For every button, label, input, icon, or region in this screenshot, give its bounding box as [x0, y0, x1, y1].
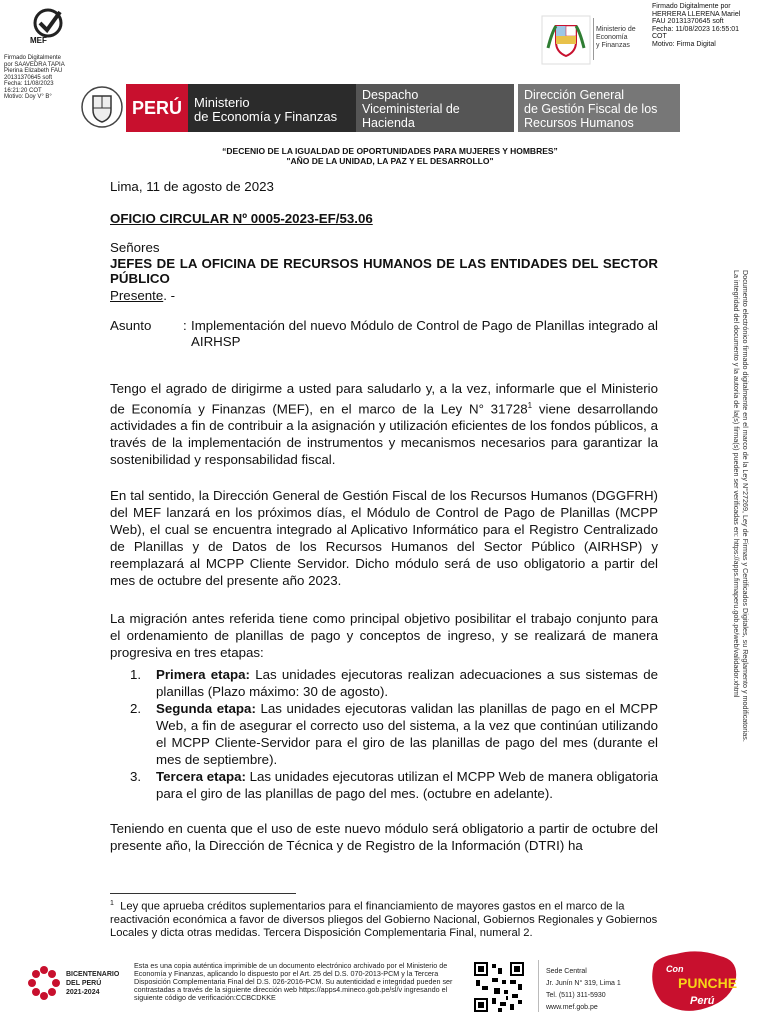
list-item: 2. Segunda etapa: Las unidades ejecutoras validan las planillas de pago en el MCPP Web, a fin de asegurar el correcto uso del sistema, a la vez que continúan utilizando el MCPP Cliente-Servidor para el giro de las planillas de pago del mes (durante el mes de septiembre). [130, 701, 658, 767]
presente-line: Presente. - [110, 288, 176, 303]
subject-label: Asunto [110, 318, 152, 333]
paragraph-4: Teniendo en cuenta que el uso de este nuevo módulo será obligatorio a partir de octubre del presente año, la Dirección de Técnica y de Registro de la Información (DTRI) ha [110, 821, 658, 853]
list-item: 3. Tercera etapa: Las unidades ejecutoras utilizan el MCPP Web de manera obligatoria para el giro de las planillas de pago del mes. (octubre en adelante). [130, 769, 658, 801]
salutation: Señores [110, 240, 160, 255]
vice-ministry-label: Despacho Viceministerial de Hacienda [356, 84, 514, 132]
subject-colon: : [183, 318, 187, 333]
bicentenario-logo [18, 958, 138, 1014]
campaign-con: Con [666, 964, 684, 974]
campaign-punche: PUNCHE [678, 975, 738, 991]
paragraph-3: La migración antes referida tiene como principal objetivo posibilitar el trabajo conjunto para el ordenamiento de planillas de pago y conceptos de ingreso, y se realizará de manera progresiva en tres etapas: [110, 611, 658, 660]
authenticity-note: Esta es una copia auténtica imprimible de un documento electrónico archivado por el Ministerio de Economía y Finanzas, aplicando lo dispuesto por el Art. 25 del D.S. 070-2013-PCM y la Tercera Disposición Complementaria Final del D.S. 026-2016-PCM. Su autenticidad e integridad pueden ser contrastadas a través de la siguiente dirección web https://apps4.mineco.gob.pe/sl/v ingresando el siguiente código de verificación:CCBCDKKE [134, 961, 453, 1002]
footnote-divider [110, 893, 296, 894]
recipient: JEFES DE LA OFICINA DE RECURSOS HUMANOS DE LAS ENTIDADES DEL SECTOR PÚBLICO [110, 256, 658, 286]
signature-left: Firmado Digitalmente por SAAVEDRA TAPIA Pierina Elizabeth FAU 20131370645 soft Fecha: 11/08/2023 16:21:20 COT Motivo: Doy V° B° [4, 55, 65, 100]
mef-label: MEF [30, 36, 47, 45]
peru-label: PERÚ [126, 84, 188, 132]
top-ministry-name: Ministerio de Economía y Finanzas [596, 26, 636, 49]
list-item: 1. Primera etapa: Las unidades ejecutoras realizan adecuaciones a sus sistemas de planillas (Plazo máximo: 30 de agosto). [130, 667, 658, 699]
peru-coat-of-arms-icon [540, 14, 592, 66]
signature-right: Firmado Digitalmente por HERRERA LLERENA Mariel FAU 20131370645 soft Fecha: 11/08/2023 16:55:01 COT Motivo: Firma Digital [652, 3, 741, 48]
letter-date: Lima, 11 de agosto de 2023 [110, 179, 274, 194]
divider [538, 960, 539, 1012]
directorate-label: Dirección General de Gestión Fiscal de los Recursos Humanos [518, 84, 680, 132]
stages-list [130, 666, 658, 802]
decenio-motto: “DECENIO DE LA IGUALDAD DE OPORTUNIDADES PARA MUJERES Y HOMBRES” "AÑO DE LA UNIDAD, LA PAZ Y EL DESARROLLO" [222, 146, 558, 166]
campaign-peru: Perú [690, 995, 715, 1007]
oficio-number: OFICIO CIRCULAR Nº 0005-2023-EF/53.06 [110, 211, 373, 226]
peru-emblem-icon [80, 82, 124, 132]
subject-text: Implementación del nuevo Módulo de Control de Pago de Planillas integrado al AIRHSP [191, 318, 658, 349]
con-punche-peru-logo [640, 950, 750, 1014]
paragraph-2: En tal sentido, la Dirección General de Gestión Fiscal de los Recursos Humanos (DGGFRH) del MEF lanzará en los próximos días, el Módulo de Control de Pago de Planillas (MCPP Web), el cual se encuentra integrado al Aplicativo Informático para el Registro Centralizado de Planillas y de Datos de los Recursos Humanos del Sector Público (AIRHSP) y reemplazará al MCPP Cliente Servidor. Dicho módulo será de uso obligatorio a partir del mes de octubre del presente año 2023. [110, 488, 658, 588]
digital-signature-note: Documento electrónico firmado digitalmente en el marco de la Ley N°27269, Ley de Firmas y Certificados Digitales, su Reglamento y modificatorias. La integridad del documento y la autoría de la(s) firma(s) pueden ser verificadas en: https://apps.firmaperu.gob.pe/web/validador.xhtml [732, 270, 750, 742]
header-banner [126, 84, 680, 132]
ministry-label: Ministerio de Economía y Finanzas [188, 84, 356, 132]
footnote: $^1$ Ley que aprueba créditos suplementarios para el financiamiento de mayores gastos en el marco de la reactivación económica a favor de diversos pliegos del Gobierno Nacional, Gobiernos Regionales y Gobiernos Locales y dicta otras medidas. Tercera Disposición Complementaria Final, numeral 2. [110, 900, 658, 939]
bicent-line-3: 2021-2024 [66, 989, 100, 996]
bicent-line-1: BICENTENARIO [66, 971, 120, 978]
paragraph-1: Tengo el agrado de dirigirme a usted para saludarlo y, a la vez, informarle que el Ministerio de Economía y Finanzas (MEF), en el marco de la Ley N° 31728$^1$ viene desarrollando actividades a fin de contribuir a la asignación y utilización eficientes de los fondos públicos, a través de la implementación de instrumentos y mecanismos necesarios para garantizar la sostenibilidad y responsabilidad fiscal. [110, 381, 658, 468]
qr-code-icon[interactable] [474, 962, 524, 1012]
divider [593, 18, 594, 60]
bicent-line-2: DEL PERÚ [66, 980, 102, 987]
website-link[interactable]: www.mef.gob.pe [546, 1004, 598, 1011]
sede-info: Sede Central Jr. Junín N° 319, Lima 1 Tel. (511) 311-5930 www.mef.gob.pe [546, 966, 621, 1014]
